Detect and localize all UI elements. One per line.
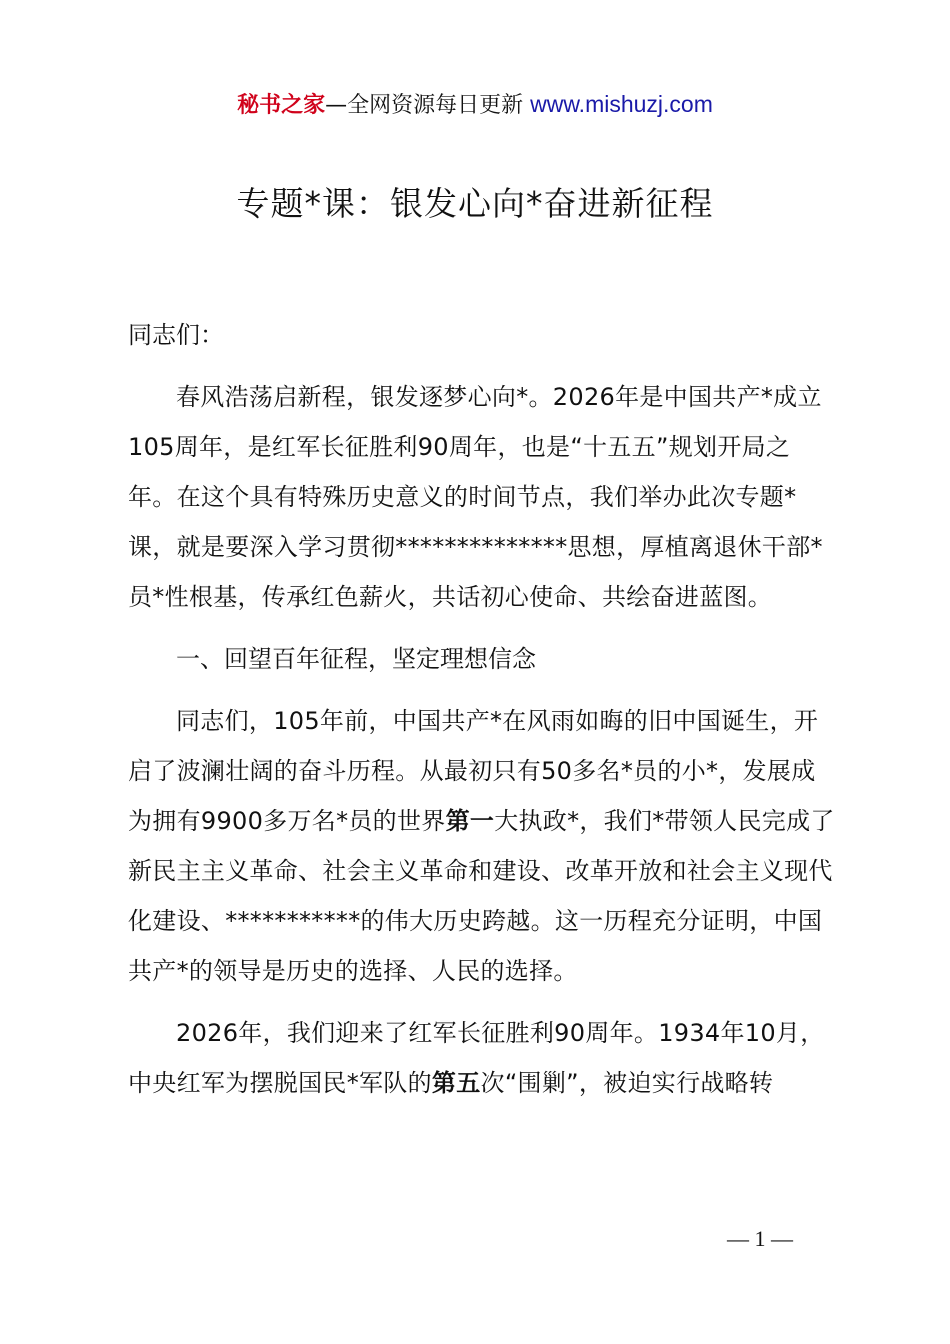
paragraph-long-march-text-b: 次“围剿”，被迫实行战略转: [480, 1069, 774, 1097]
site-url[interactable]: www.mishuzj.com: [530, 91, 713, 117]
brand-name: 秘书之家: [237, 93, 326, 118]
document-title: 专题*课：银发心向*奋进新征程: [236, 184, 714, 223]
paragraph-history-text-a: 同志们，105年前，中国共产*在风雨如晦的旧中国诞生，开启了波澜壮阔的奋斗历程。从最初只有50多名*员的小*，发展成为拥有9900多万名*员的世界: [128, 707, 819, 835]
greeting: 同志们：: [128, 321, 224, 349]
paragraph-long-march-bold: 第五: [431, 1069, 481, 1097]
paragraph-history-text-b: 大执政*，我们*带领人民完成了新民主主义革命、社会主义革命和建设、改革开放和社会主义现代化建设、***********的伟大历史跨越。这一历程充分证明，中国共产*的领导是历史的选择、人民的选择。: [128, 807, 835, 985]
page-number: — 1 —: [727, 1226, 793, 1251]
paragraph-history-bold: 第一: [445, 807, 495, 835]
paragraph-history: [128, 696, 838, 996]
section-heading-1: 一、回望百年征程，坚定理想信念: [176, 645, 536, 673]
site-header: [0, 88, 950, 122]
paragraph-long-march-text-a: 2026年，我们迎来了红军长征胜利90周年。1934年10月，中央红军为摆脱国民*军队的: [128, 1019, 825, 1097]
document-body: [128, 310, 838, 1120]
header-tagline: —全网资源每日更新: [325, 93, 531, 118]
paragraph-intro: 春风浩荡启新程，银发逐梦心向*。2026年是中国共产*成立105周年，是红军长征胜利90周年，也是“十五五”规划开局之年。在这个具有特殊历史意义的时间节点，我们举办此次专题*课，就是要深入学习贯彻**************思想，厚植离退休干部*员*性根基，传承红色薪火，共话初心使命、共绘奋进蓝图。: [128, 383, 823, 611]
paragraph-long-march: [128, 1008, 838, 1108]
